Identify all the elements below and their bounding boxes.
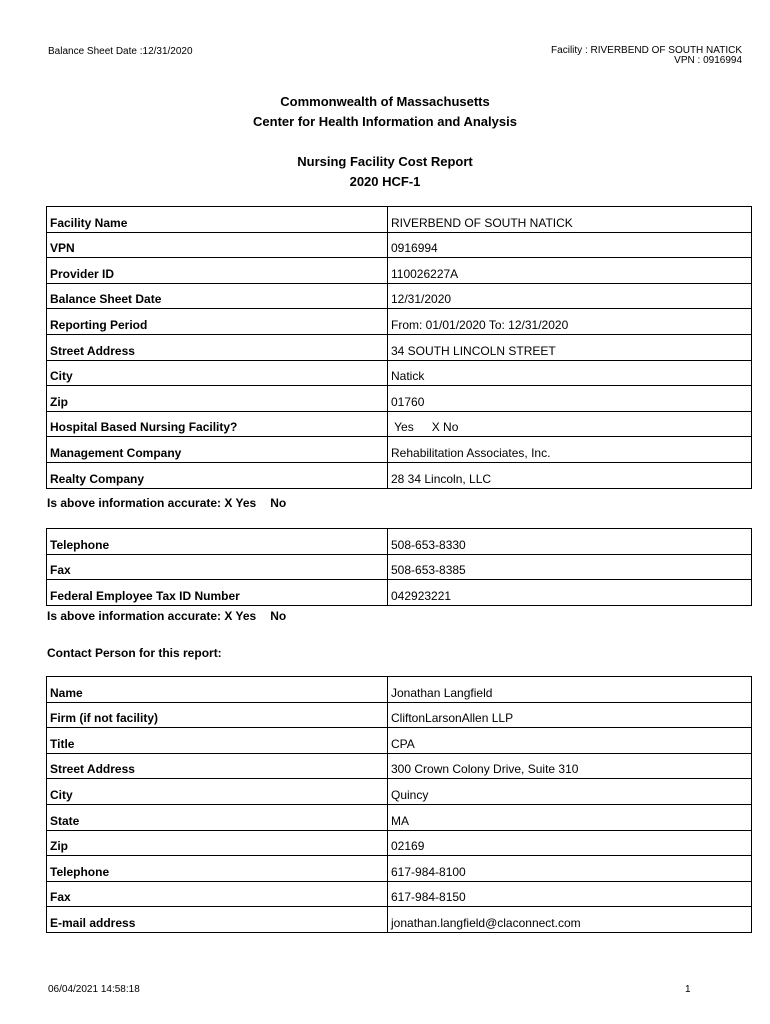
- row-label: Street Address: [47, 753, 388, 779]
- option-no-checked: X No: [431, 420, 459, 435]
- title-report-year: 2020 HCF-1: [349, 174, 421, 189]
- accuracy-note-2: [47, 609, 286, 623]
- row-label: Telephone: [47, 856, 388, 882]
- table-row: [47, 360, 752, 386]
- option-yes: Yes: [391, 420, 414, 435]
- title-commonwealth: Commonwealth of Massachusetts: [280, 94, 490, 109]
- table-row: [47, 334, 752, 360]
- table-row: [47, 830, 752, 856]
- contact-numbers-table: [46, 528, 752, 606]
- table-row: [47, 728, 752, 754]
- row-value: CliftonLarsonAllen LLP: [388, 702, 752, 728]
- row-label: Name: [47, 677, 388, 703]
- row-label: Fax: [47, 554, 388, 580]
- footer-timestamp: 06/04/2021 14:58:18: [48, 984, 140, 995]
- row-label: Title: [47, 728, 388, 754]
- footer-page-number: 1: [685, 984, 691, 995]
- email-value: jonathan.langfield@claconnect.com: [388, 907, 752, 933]
- row-label: Street Address: [47, 334, 388, 360]
- header-facility: Facility : RIVERBEND OF SOUTH NATICK: [551, 45, 742, 56]
- table-row: [47, 554, 752, 580]
- row-value: Rehabilitation Associates, Inc.: [388, 437, 752, 463]
- row-label: City: [47, 360, 388, 386]
- table-row: [47, 232, 752, 258]
- table-row: [47, 804, 752, 830]
- header-vpn: VPN : 0916994: [674, 55, 742, 66]
- table-row: [47, 437, 752, 463]
- row-label: Firm (if not facility): [47, 702, 388, 728]
- accuracy-question: Is above information accurate: X Yes: [47, 496, 257, 510]
- row-value: Quincy: [388, 779, 752, 805]
- row-label: Management Company: [47, 437, 388, 463]
- table-row: [47, 677, 752, 703]
- row-value: 110026227A: [388, 258, 752, 284]
- row-label: VPN: [47, 232, 388, 258]
- table-row: [47, 907, 752, 933]
- row-label: E-mail address: [47, 907, 388, 933]
- contact-heading: Contact Person for this report:: [47, 646, 222, 660]
- row-value: 12/31/2020: [388, 283, 752, 309]
- row-value: 508-653-8330: [388, 529, 752, 555]
- row-value: 28 34 Lincoln, LLC: [388, 462, 752, 488]
- row-label: Reporting Period: [47, 309, 388, 335]
- row-value: 01760: [388, 386, 752, 412]
- row-label: Balance Sheet Date: [47, 283, 388, 309]
- table-row: [47, 207, 752, 233]
- row-value: 300 Crown Colony Drive, Suite 310: [388, 753, 752, 779]
- row-label: Telephone: [47, 529, 388, 555]
- table-row: [47, 856, 752, 882]
- accuracy-question: Is above information accurate: X Yes: [47, 609, 257, 623]
- table-row: [47, 779, 752, 805]
- accuracy-no: No: [270, 496, 287, 510]
- row-value: From: 01/01/2020 To: 12/31/2020: [388, 309, 752, 335]
- row-value: Jonathan Langfield: [388, 677, 752, 703]
- row-value: 042923221: [388, 580, 752, 606]
- row-value: 0916994: [388, 232, 752, 258]
- row-value: MA: [388, 804, 752, 830]
- table-row: [47, 702, 752, 728]
- contact-person-table: [46, 676, 752, 933]
- row-label: Zip: [47, 830, 388, 856]
- row-value: 617-984-8100: [388, 856, 752, 882]
- row-value: CPA: [388, 728, 752, 754]
- row-label: State: [47, 804, 388, 830]
- row-label: Facility Name: [47, 207, 388, 233]
- table-row: [47, 283, 752, 309]
- table-row: [47, 881, 752, 907]
- table-row: [47, 580, 752, 606]
- header-facility-block: [551, 46, 742, 66]
- table-row: [47, 386, 752, 412]
- row-label: Fax: [47, 881, 388, 907]
- table-row: [47, 411, 752, 437]
- row-label: Federal Employee Tax ID Number: [47, 580, 388, 606]
- table-row: [47, 529, 752, 555]
- row-label: Hospital Based Nursing Facility?: [47, 411, 388, 437]
- row-value: Natick: [388, 360, 752, 386]
- row-value: 508-653-8385: [388, 554, 752, 580]
- row-value: 34 SOUTH LINCOLN STREET: [388, 334, 752, 360]
- report-title: [0, 152, 770, 192]
- table-row: [47, 258, 752, 284]
- header-balance-sheet-date: Balance Sheet Date :12/31/2020: [48, 46, 193, 57]
- hospital-based-choice: [388, 411, 752, 437]
- row-label: Provider ID: [47, 258, 388, 284]
- row-value: 617-984-8150: [388, 881, 752, 907]
- title-report-name: Nursing Facility Cost Report: [297, 154, 473, 169]
- table-row: [47, 753, 752, 779]
- row-value: 02169: [388, 830, 752, 856]
- row-label: Zip: [47, 386, 388, 412]
- agency-title: [0, 92, 770, 132]
- table-row: [47, 309, 752, 335]
- row-value: RIVERBEND OF SOUTH NATICK: [388, 207, 752, 233]
- row-label: City: [47, 779, 388, 805]
- accuracy-note-1: [47, 496, 286, 510]
- facility-info-table: [46, 206, 752, 489]
- accuracy-no: No: [270, 609, 287, 623]
- row-label: Realty Company: [47, 462, 388, 488]
- title-chia: Center for Health Information and Analysis: [253, 114, 517, 129]
- table-row: [47, 462, 752, 488]
